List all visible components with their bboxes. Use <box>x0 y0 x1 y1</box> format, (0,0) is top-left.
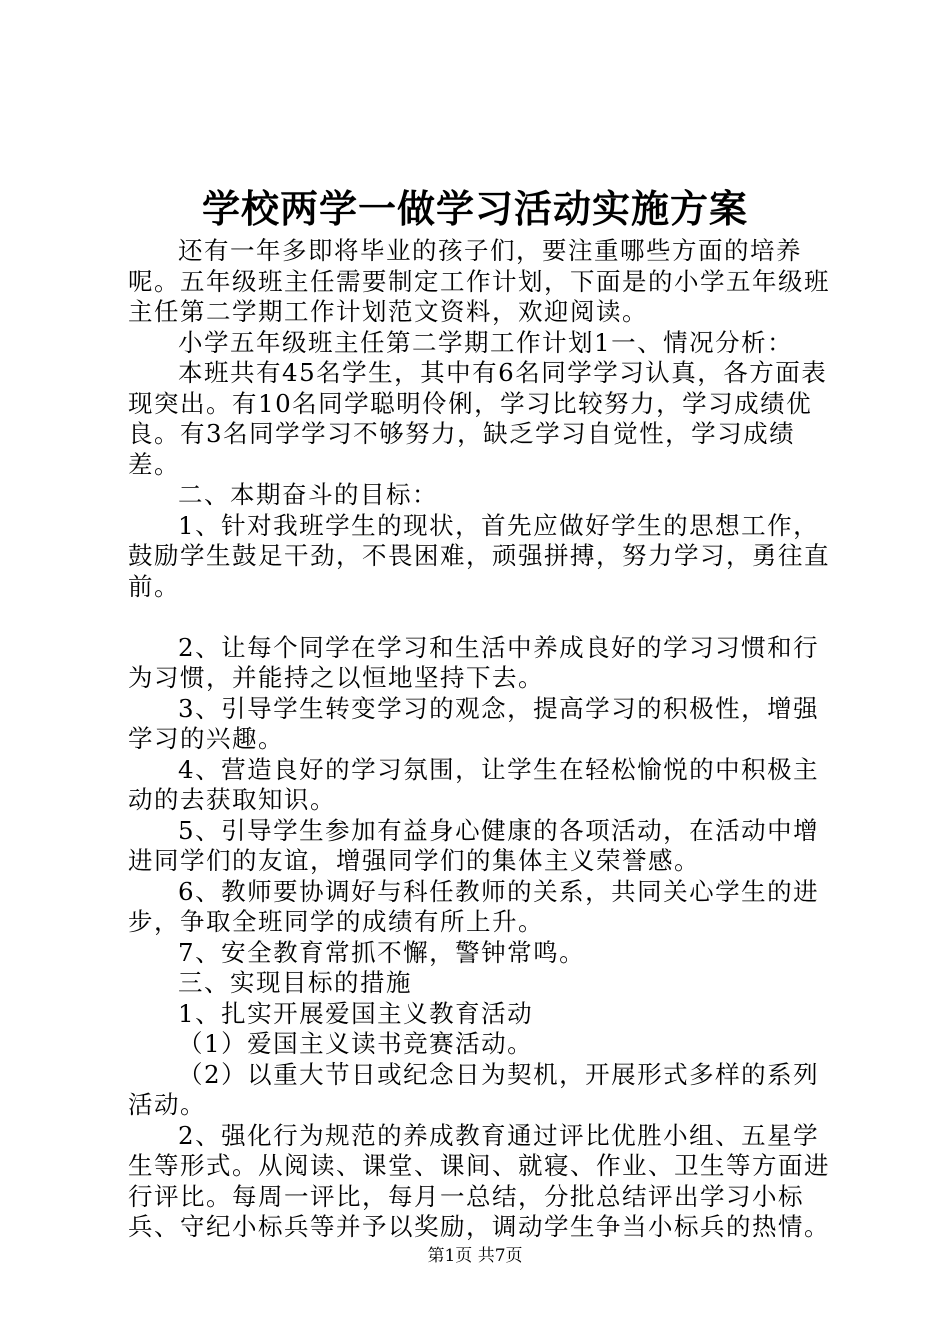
paragraph-measure-1: 1、扎实开展爱国主义教育活动 <box>178 998 534 1028</box>
paragraph-spacer <box>128 602 840 633</box>
page-footer: 第1页 共7页 <box>427 1246 523 1266</box>
paragraph-goal-4: 4、营造良好的学习氛围，让学生在轻松愉悦的中积极主动的去获取知识。 <box>128 754 820 814</box>
paragraph-goals-heading: 二、本期奋斗的目标： <box>178 480 438 509</box>
paragraph-intro: 还有一年多即将毕业的孩子们，要注重哪些方面的培养呢。五年级班主任需要制定工作计划，下面是的小学五年级班主任第二学期工作计划范文资料，欢迎阅读。 <box>128 236 830 326</box>
paragraph-measure-2: 2、强化行为规范的养成教育通过评比优胜小组、五星学生等形式。从阅读、课堂、课间、就寝、作业、卫生等方面进行评比。每周一评比，每月一总结，分批总结评出学习小标兵、守纪小标兵等并予以奖励，调动学生争当小标兵的热情。 <box>128 1120 830 1241</box>
paragraph-goal-5: 5、引导学生参加有益身心健康的各项活动，在活动中增进同学们的友谊，增强同学们的集体主义荣誉感。 <box>128 815 820 875</box>
paragraph-goal-3: 3、引导学生转变学习的观念，提高学习的积极性，增强学习的兴趣。 <box>128 693 820 753</box>
paragraph-goal-7: 7、安全教育常抓不懈，警钟常鸣。 <box>178 937 586 967</box>
paragraph-situation: 本班共有45名学生，其中有6名同学学习认真，各方面表现突出。有10名同学聪明伶俐，学习比较努力，学习成绩优良。有3名同学学习不够努力，缺乏学习自觉性，学习成绩差。 <box>128 358 828 479</box>
document-title: 学校两学一做学习活动实施方案 <box>201 186 748 231</box>
paragraph-goal-2: 2、让每个同学在学习和生活中养成良好的学习习惯和行为习惯，并能持之以恒地坚持下去。 <box>128 632 820 692</box>
paragraph-goal-1: 1、针对我班学生的现状，首先应做好学生的思想工作，鼓励学生鼓足干劲，不畏困难，顽强拼搏，努力学习，勇往直前。 <box>128 510 830 601</box>
document-body <box>128 236 840 1243</box>
paragraph-measures-heading: 三、实现目标的措施 <box>178 968 412 997</box>
paragraph-measure-1-1: （1）爱国主义读书竞赛活动。 <box>178 1029 534 1058</box>
paragraph-goal-6: 6、教师要协调好与科任教师的关系，共同关心学生的进步，争取全班同学的成绩有所上升。 <box>128 876 820 936</box>
paragraph-measure-1-2: （2）以重大节日或纪念日为契机，开展形式多样的系列活动。 <box>128 1059 820 1119</box>
paragraph-plan-heading: 小学五年级班主任第二学期工作计划1一、情况分析： <box>178 327 794 357</box>
